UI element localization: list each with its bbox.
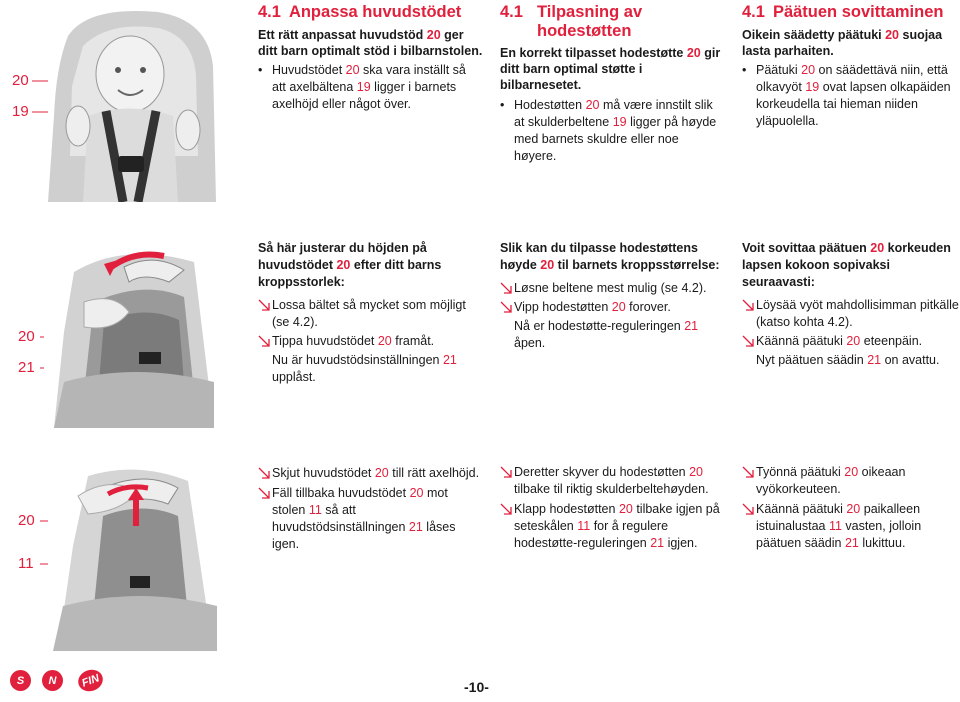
section-subtitle: Oikein säädetty päätuki 20 suojaa lasta parhaiten. (742, 28, 943, 58)
arrow-icon (742, 335, 754, 347)
bullet-text: • Huvudstödet 20 ska vara inställt så att axelbältena 19 ligger i barnets axelhöjd eller något över. (258, 62, 483, 113)
sv-adjust-steps (258, 240, 483, 386)
language-badge-fin: FIN (75, 666, 106, 694)
step-2-note: Nu är huvudstödsinställningen 21 upplåst. (272, 353, 457, 384)
sv-section-1 (258, 3, 483, 113)
step-2: Vipp hodestøtten 20 forover. (500, 299, 722, 316)
callout-20: 20 (18, 328, 35, 345)
bullet-text: • Päätuki 20 on säädettävä niin, että olkavyöt 19 ovat lapsen olkapäiden korkeudella tai hieman niiden yläpuolella. (742, 62, 960, 130)
bullet-text: • Hodestøtten 20 må være innstilt slik at skulderbeltene 19 ligger på høyde med barnets skuldre eller noe høyere. (500, 97, 722, 165)
arrow-icon (742, 466, 754, 478)
step-4: Klapp hodestøtten 20 tilbake igjen på seteskålen 11 for å regulere hodestøtte-reguleringen 21 igjen. (500, 501, 722, 552)
callout-19: 19 (12, 103, 29, 120)
section-subtitle: En korrekt tilpasset hodestøtte 20 gir ditt barn optimal støtte i bilbarnesetet. (500, 46, 721, 92)
step-1: Løsne beltene mest mulig (se 4.2). (500, 280, 722, 297)
step-4: Fäll tillbaka huvudstödet 20 mot stolen 11 så att huvudstödsinställningen 21 låses igen. (258, 485, 483, 553)
arrow-icon (258, 299, 270, 311)
fi-lock-steps (742, 464, 960, 554)
section-number: 4.1 (742, 3, 765, 21)
fi-section-1 (742, 3, 960, 130)
child-in-seat-photo (48, 6, 217, 202)
section-title: Anpassa huvudstödet (288, 3, 462, 21)
no-lock-steps (500, 464, 722, 554)
language-badge-s: S (10, 670, 31, 691)
no-section-1 (500, 3, 722, 165)
intro-text: Slik kan du tilpasse hodestøttens høyde 20 til barnets kroppsstørrelse: (500, 241, 720, 272)
arrow-icon (500, 301, 512, 313)
step-2-note: Nå er hodestøtte-reguleringen 21 åpen. (514, 319, 699, 350)
step-2: Tippa huvudstödet 20 framåt. (258, 333, 483, 350)
arrow-icon (742, 503, 754, 515)
step-2: Käännä päätuki 20 eteenpäin. (742, 333, 960, 350)
arrow-icon (258, 487, 270, 499)
arrow-icon (500, 503, 512, 515)
callout-11: 11 (18, 555, 34, 572)
step-3: Skjut huvudstödet 20 till rätt axelhöjd. (258, 465, 483, 482)
step-2-note: Nyt päätuen säädin 21 on avattu. (756, 353, 940, 367)
step-3: Deretter skyver du hodestøtten 20 tilbake til riktig skulderbeltehøyden. (500, 464, 722, 498)
section-number: 4.1 (258, 3, 281, 21)
step-4: Käännä päätuki 20 paikalleen istuinalustaa 11 vasten, jolloin päätuen säädin 21 lukittuu. (742, 501, 960, 552)
step-1: Löysää vyöt mahdollisimman pitkälle (katso kohta 4.2). (742, 297, 960, 331)
callout-21: 21 (18, 359, 35, 376)
section-subtitle: Ett rätt anpassat huvudstöd 20 ger ditt barn optimalt stöd i bilbarnstolen. (258, 28, 483, 58)
no-adjust-steps (500, 240, 722, 352)
section-title: Päätuen sovittaminen (772, 3, 944, 21)
arrow-icon (500, 466, 512, 478)
arrow-icon (500, 282, 512, 294)
tilt-headrest-photo (44, 242, 217, 428)
arrow-icon (258, 335, 270, 347)
step-1: Lossa bältet så mycket som möjligt (se 4.2). (258, 297, 483, 331)
step-3: Työnnä päätuki 20 oikeaan vyökorkeuteen. (742, 464, 960, 498)
callout-20: 20 (12, 72, 29, 89)
intro-text: Så här justerar du höjden på huvudstödet 20 efter ditt barns kroppsstorlek: (258, 241, 442, 289)
arrow-icon (742, 299, 754, 311)
sv-lock-steps (258, 465, 483, 555)
page-number: -10- (464, 679, 489, 695)
section-number: 4.1 (500, 3, 523, 21)
push-headrest-photo (48, 466, 217, 651)
intro-text: Voit sovittaa päätuen 20 korkeuden lapsen kokoon sopivaksi seuraavasti: (742, 241, 951, 289)
fi-adjust-steps (742, 240, 960, 369)
arrow-icon (258, 467, 270, 479)
language-badge-n: N (42, 670, 63, 691)
callout-20: 20 (18, 512, 35, 529)
section-title: Tilpasning av hodestøtten (537, 3, 643, 40)
